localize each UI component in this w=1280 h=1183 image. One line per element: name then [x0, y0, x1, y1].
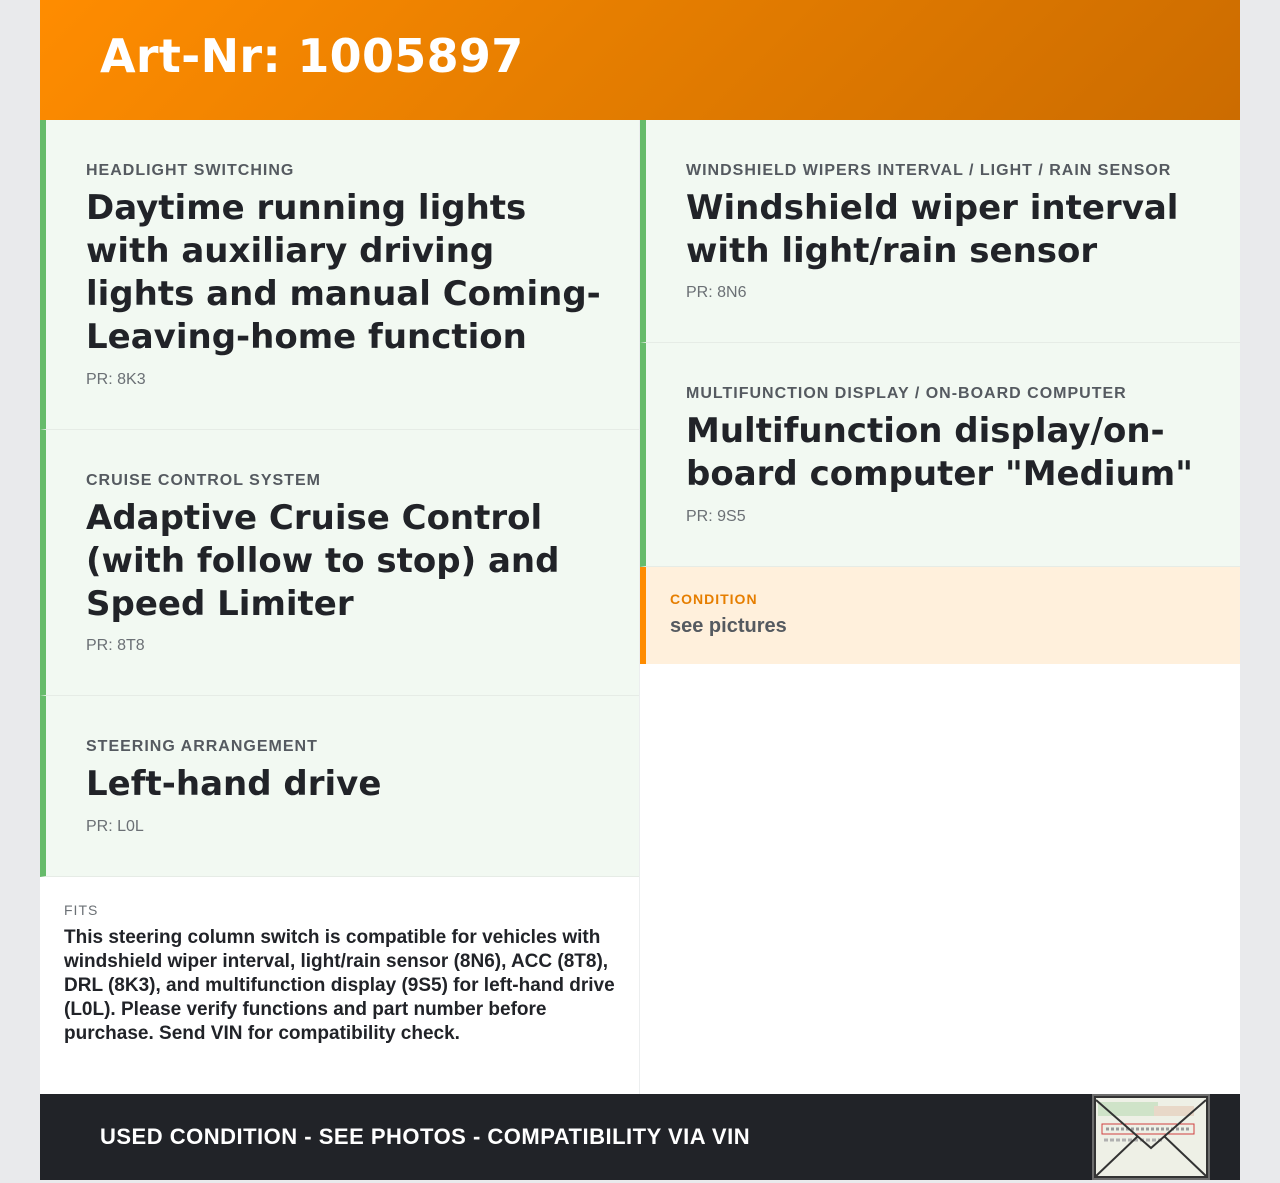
feature-title: Multifunction display/on-board computer "Medium": [686, 411, 1193, 494]
feature-label: CRUISE CONTROL SYSTEM: [86, 472, 321, 489]
feature-card-multifunction-display: [640, 343, 1240, 567]
feature-pr-code: PR: 8N6: [686, 284, 747, 301]
feature-label: HEADLIGHT SWITCHING: [86, 162, 295, 179]
fits-section: [40, 877, 639, 1094]
feature-title: Daytime running lights with auxiliary driving lights and manual Coming- Leaving-home function: [86, 188, 601, 357]
feature-label: MULTIFUNCTION DISPLAY / ON-BOARD COMPUTER: [686, 385, 1127, 402]
envelope-photo-icon: [1094, 1096, 1208, 1178]
header-banner: [40, 0, 1240, 120]
feature-card-headlight: [40, 120, 639, 430]
feature-title: Left-hand drive: [86, 764, 382, 804]
condition-box: [640, 567, 1240, 664]
feature-label: STEERING ARRANGEMENT: [86, 738, 318, 755]
fits-description: This steering column switch is compatible for vehicles with windshield wiper interval, light/rain sensor (8N6), ACC (8T8), DRL (8K3), and multifunction display (9S5) for left-hand drive (L0L). Please verify functions and part number before purchase. Send VIN for compatibility check.: [64, 927, 615, 1044]
condition-value: see pictures: [670, 615, 787, 637]
feature-pr-code: PR: 8T8: [86, 637, 145, 654]
feature-pr-code: PR: 8K3: [86, 371, 146, 388]
product-sheet: [40, 0, 1240, 1180]
column-divider: [639, 120, 640, 1094]
footer-bar: [40, 1094, 1240, 1180]
feature-title: Windshield wiper interval with light/rain sensor: [686, 188, 1179, 271]
condition-label: CONDITION: [670, 591, 758, 607]
feature-label: WINDSHIELD WIPERS INTERVAL / LIGHT / RAIN SENSOR: [686, 162, 1172, 179]
feature-card-wipers: [640, 120, 1240, 343]
fits-label: FITS: [64, 902, 99, 918]
article-number-title: Art-Nr: 1005897: [100, 29, 524, 83]
feature-pr-code: PR: 9S5: [686, 508, 746, 525]
feature-card-steering: [40, 696, 639, 877]
feature-title: Adaptive Cruise Control (with follow to stop) and Speed Limiter: [86, 498, 560, 624]
footer-text: USED CONDITION - SEE PHOTOS - COMPATIBILITY VIA VIN: [100, 1124, 751, 1149]
feature-pr-code: PR: L0L: [86, 818, 144, 835]
part-label-thumbnail[interactable]: [1092, 1094, 1210, 1180]
feature-card-cruise-control: [40, 430, 639, 696]
